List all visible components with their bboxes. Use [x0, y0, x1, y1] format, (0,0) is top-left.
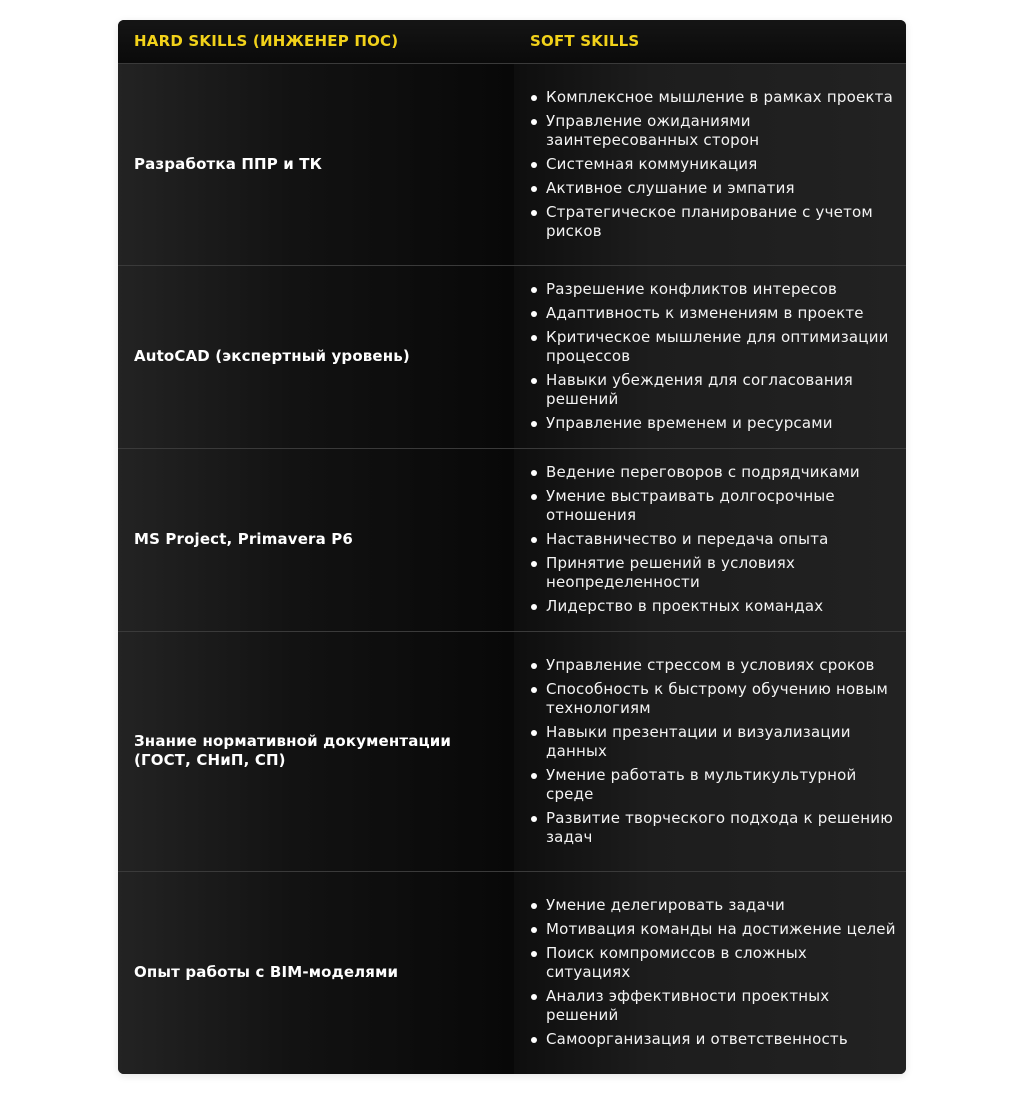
soft-skills-list	[514, 463, 896, 616]
table-row	[118, 63, 906, 265]
hard-skill-cell: MS Project, Primavera P6	[118, 448, 514, 631]
table-row	[118, 448, 906, 631]
list-item: Ведение переговоров с подрядчиками	[534, 463, 896, 482]
list-item: Умение выстраивать долгосрочные отношения	[534, 487, 896, 525]
table-row	[118, 265, 906, 448]
list-item: Комплексное мышление в рамках проекта	[534, 88, 896, 107]
soft-skills-list	[514, 656, 896, 847]
list-item: Лидерство в проектных командах	[534, 597, 896, 616]
list-item: Разрешение конфликтов интересов	[534, 280, 896, 299]
list-item: Самоорганизация и ответственность	[534, 1030, 896, 1049]
list-item: Поиск компромиссов в сложных ситуациях	[534, 944, 896, 982]
hard-skill-cell: Знание нормативной документации (ГОСТ, СНиП, СП)	[118, 631, 514, 871]
skills-table	[118, 20, 906, 1074]
soft-skills-list	[514, 896, 896, 1049]
soft-skills-list	[514, 280, 896, 433]
soft-skills-cell	[514, 265, 906, 448]
list-item: Умение делегировать задачи	[534, 896, 896, 915]
table-row	[118, 871, 906, 1074]
list-item: Мотивация команды на достижение целей	[534, 920, 896, 939]
hard-skill-cell: Опыт работы с BIM-моделями	[118, 871, 514, 1074]
skills-table-container	[118, 20, 906, 1074]
list-item: Адаптивность к изменениям в проекте	[534, 304, 896, 323]
soft-skills-cell	[514, 631, 906, 871]
list-item: Активное слушание и эмпатия	[534, 179, 896, 198]
hard-skill-cell: AutoCAD (экспертный уровень)	[118, 265, 514, 448]
header-soft-skills: SOFT SKILLS	[514, 20, 906, 63]
header-hard-skills: HARD SKILLS (ИНЖЕНЕР ПОС)	[118, 20, 514, 63]
list-item: Критическое мышление для оптимизации процессов	[534, 328, 896, 366]
list-item: Навыки убеждения для согласования решений	[534, 371, 896, 409]
list-item: Стратегическое планирование с учетом рисков	[534, 203, 896, 241]
list-item: Системная коммуникация	[534, 155, 896, 174]
soft-skills-cell	[514, 448, 906, 631]
list-item: Управление временем и ресурсами	[534, 414, 896, 433]
list-item: Управление ожиданиями заинтересованных сторон	[534, 112, 896, 150]
soft-skills-cell	[514, 871, 906, 1074]
list-item: Умение работать в мультикультурной среде	[534, 766, 896, 804]
list-item: Наставничество и передача опыта	[534, 530, 896, 549]
table-row	[118, 631, 906, 871]
list-item: Анализ эффективности проектных решений	[534, 987, 896, 1025]
soft-skills-cell	[514, 63, 906, 265]
hard-skill-cell: Разработка ППР и ТК	[118, 63, 514, 265]
list-item: Навыки презентации и визуализации данных	[534, 723, 896, 761]
list-item: Принятие решений в условиях неопределенности	[534, 554, 896, 592]
list-item: Управление стрессом в условиях сроков	[534, 656, 896, 675]
list-item: Способность к быстрому обучению новым технологиям	[534, 680, 896, 718]
list-item: Развитие творческого подхода к решению задач	[534, 809, 896, 847]
table-header-row	[118, 20, 906, 63]
soft-skills-list	[514, 88, 896, 241]
